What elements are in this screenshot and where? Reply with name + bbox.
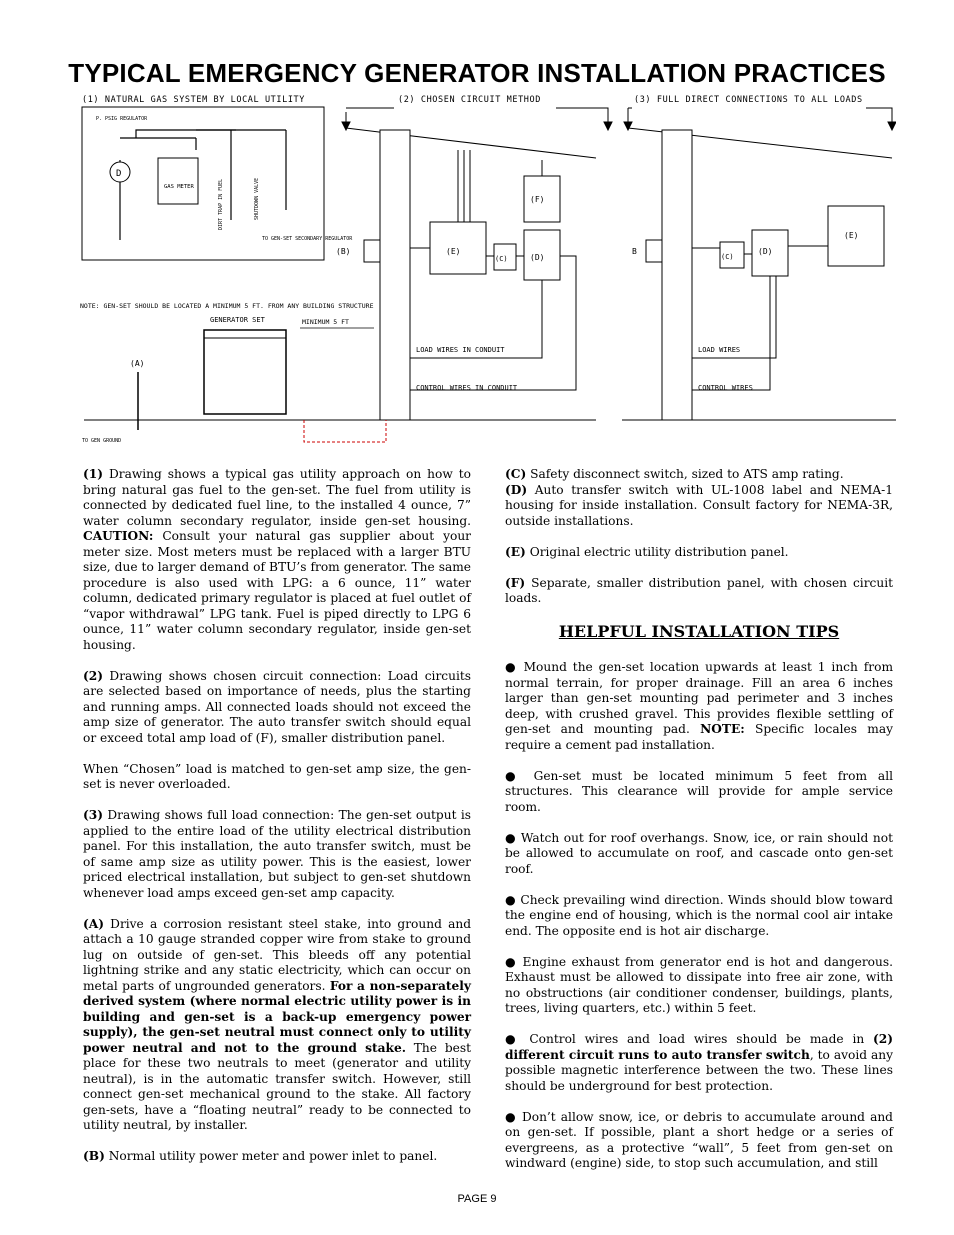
- p3-label: (3): [83, 808, 104, 822]
- label-b: (B): [336, 247, 351, 256]
- header-full-connections: (3) FULL DIRECT CONNECTIONS TO ALL LOADS: [634, 95, 863, 105]
- meter-d-label: D: [116, 169, 122, 179]
- label-d-3: (D): [758, 247, 773, 256]
- gen-ground-label: TO GEN GROUND: [82, 438, 122, 444]
- header-chosen-circuit: (2) CHOSEN CIRCUIT METHOD: [398, 95, 541, 105]
- tip1-text-b: Specific locales may require a cement pad installation.: [505, 722, 893, 752]
- control-wires-label: CONTROL WIRES: [698, 384, 753, 392]
- shutoff-valve-label: SHUTDOWN VALVE: [254, 177, 260, 220]
- p2-label: (2): [83, 668, 104, 683]
- location-note: NOTE: GEN-SET SHOULD BE LOCATED A MINIMUM 5 FT. FROM ANY BUILDING STRUCTURE: [80, 302, 374, 310]
- p2-text: Drawing shows chosen circuit connection: Load circuits are selected based on importance of needs, plus the starting and running amps. All connected loads should not exceed the amp size of generator. The auto transfer switch should equal or exceed total amp load of (F), smaller distribution panel.: [83, 668, 471, 745]
- pc-text: Safety disconnect switch, sized to ATS amp rating.: [526, 467, 844, 481]
- wall-3: [662, 130, 692, 420]
- tip-5: ● Engine exhaust from generator end is hot and dangerous. Exhaust must be allowed to dissipate into free air zone, with no obstructions (air conditioner condenser, buildings, plants, trees, living quarters, etc.) within 5 feet.: [505, 954, 893, 1015]
- gas-meter-label: GAS METER: [164, 184, 194, 190]
- paragraph-a: [83, 917, 471, 1134]
- pd-text: Auto transfer switch with UL-1008 label and NEMA-1 housing for inside installation. Consult factory for NEMA-3R, outside installations.: [505, 482, 893, 528]
- generator-set-label: GENERATOR SET: [210, 316, 265, 324]
- generator-housing: [204, 330, 286, 414]
- tip-7: ● Don’t allow snow, ice, or debris to accumulate around and on gen-set. If possible, plant a short hedge or a series of evergreens, as a protective “wall”, 5 feet from gen-set on windward (engine) side, to stop such accumulation, and still: [505, 1109, 893, 1170]
- bracket-3: [624, 108, 896, 130]
- right-column: [505, 467, 893, 1172]
- pe-label: (E): [505, 544, 526, 559]
- pa-text-a: Drive a corrosion resistant steel stake, into ground and attach a 10 gauge stranded copper wire from stake to ground lug on outside of gen-set. This bleeds off any potential lightning strike and any static electricity, which can occur on metal parts of ungrounded generators.: [83, 916, 471, 993]
- tip1-text-a: ● Mound the gen-set location upwards at least 1 inch from normal terrain, for proper drainage. Fill an area 6 inches larger than gen-set mounting pad perimeter and 3 inches deep, with crushed gravel. This provides flexible settling of gen-set and mounting pad.: [505, 660, 893, 736]
- paragraph-f: [505, 576, 893, 607]
- pa-text-b: The best place for these two neutrals to meet (generator and utility neutral), is in the automatic transfer switch. However, still connect gen-set mechanical ground to the stake. All factory gen-sets, have a “floating neutral” ready to be connected to utility neutral, by installer.: [83, 1040, 471, 1132]
- control-wires-conduit-label: CONTROL WIRES IN CONDUIT: [416, 384, 518, 392]
- paragraph-2: [83, 669, 471, 747]
- bracket-2: [342, 108, 612, 130]
- tip-6: [505, 1032, 893, 1094]
- paragraph-3: [83, 808, 471, 901]
- label-e: (E): [446, 247, 461, 256]
- p1-label: (1): [83, 467, 104, 481]
- tip-1: [505, 660, 893, 753]
- pd-label: (D): [505, 482, 528, 497]
- p3-text: Drawing shows full load connection: The gen-set output is applied to the entire load of the utility electrical distribution panel. For this installation, the auto transfer switch, must be of same amp size as utility power. This is the easiest, lower priced electrical installation, but subject to gen-set shutdown whenever load amps exceed gen-set amp capacity.: [83, 808, 471, 900]
- secondary-regulator-label: TO GEN-SET SECONDARY REGULATOR: [262, 236, 353, 242]
- paragraph-b: [83, 1149, 471, 1165]
- p1-text-a: Drawing shows a typical gas utility approach on how to bring natural gas fuel to the gen-set. The fuel from utility is connected by dedicated fuel line, to the installed 4 ounce, 7” water column secondary regulator, inside gen-set housing.: [83, 467, 471, 528]
- underground-conduit: [304, 420, 386, 442]
- left-column: [83, 467, 471, 1180]
- paragraph-c: [505, 467, 893, 483]
- tip6-text-b: , to avoid any possible magnetic interference between the two. These lines should be underground for best protection.: [505, 1047, 894, 1093]
- pf-text: Separate, smaller distribution panel, with chosen circuit loads.: [505, 575, 893, 605]
- page-number: PAGE 9: [457, 1193, 497, 1205]
- label-c-3: (C): [721, 253, 734, 261]
- gas-piping: [120, 130, 286, 240]
- label-d: (D): [530, 253, 545, 262]
- meter-b-3: [646, 240, 662, 262]
- label-f: (F): [530, 195, 545, 204]
- pc-label: (C): [505, 467, 527, 481]
- tip6-bold: (2) different circuit runs to auto transfer switch: [505, 1032, 893, 1062]
- meter-b: [364, 240, 380, 262]
- page-title: TYPICAL EMERGENCY GENERATOR INSTALLATION PRACTICES: [68, 58, 886, 88]
- label-a: (A): [130, 359, 145, 368]
- load-wires-conduit-label: LOAD WIRES IN CONDUIT: [416, 346, 505, 354]
- minimum-5ft-label: MINIMUM 5 FT: [302, 318, 349, 326]
- header-natural-gas: (1) NATURAL GAS SYSTEM BY LOCAL UTILITY: [82, 95, 305, 105]
- wall-2: [380, 130, 410, 420]
- primary-regulator-label: P. PSIG REGULATOR: [96, 116, 148, 122]
- installation-diagram: [76, 90, 896, 455]
- label-b-3: B: [632, 247, 637, 256]
- pa-bold: For a non-separately derived system (where normal electric utility power is in building and gen-set is a back-up emergency power supply), the gen-set neutral must connect only to utility power neutral and not to the ground stake.: [83, 978, 471, 1055]
- tip-3: ● Watch out for roof overhangs. Snow, ice, or rain should not be allowed to accumulate on roof, and cascade onto gen-set roof.: [505, 830, 893, 876]
- tip-4: ● Check prevailing wind direction. Winds should blow toward the engine end of housing, which is the normal cool air intake end. The opposite end is hot air discharge.: [505, 892, 893, 938]
- tip1-note: NOTE:: [700, 722, 745, 736]
- gas-meter-icon: [158, 158, 198, 204]
- paragraph-d: [505, 483, 893, 530]
- tip-2: ● Gen-set must be located minimum 5 feet from all structures. This clearance will provide for ample service room.: [505, 768, 893, 814]
- label-e-3: (E): [844, 231, 859, 240]
- tips-heading: HELPFUL INSTALLATION TIPS: [558, 622, 840, 641]
- pe-text: Original electric utility distribution panel.: [525, 544, 789, 559]
- paragraph-2b: When “Chosen” load is matched to gen-set amp size, the gen-set is never overloaded.: [83, 761, 471, 791]
- paragraph-1: [83, 467, 471, 653]
- caution-label: CAUTION:: [83, 529, 154, 543]
- tip6-text-a: ● Control wires and load wires should be made in: [505, 1032, 873, 1046]
- pa-label: (A): [83, 916, 104, 931]
- pb-text: Normal utility power meter and power inlet to panel.: [104, 1149, 438, 1163]
- pf-label: (F): [505, 575, 526, 590]
- label-c: (C): [495, 255, 508, 263]
- load-wires-label: LOAD WIRES: [698, 346, 741, 354]
- dirt-trap-label: DIRT TRAP IN FUEL: [218, 178, 224, 230]
- paragraph-e: [505, 545, 893, 561]
- p1-text-b: Consult your natural gas supplier about your meter size. Most meters must be replaced with a larger BTU size, due to larger demand of BTU’s from generator. The same procedure is also used with LPG: a 6 ounce, 11” water column, dedicated primary regulator is placed at fuel outlet of “vapor withdrawal” LPG tank. Fuel is piped directly to LPG 6 ounce, 11” water column secondary regulator, inside gen-set housing.: [83, 529, 471, 652]
- pb-label: (B): [83, 1149, 105, 1163]
